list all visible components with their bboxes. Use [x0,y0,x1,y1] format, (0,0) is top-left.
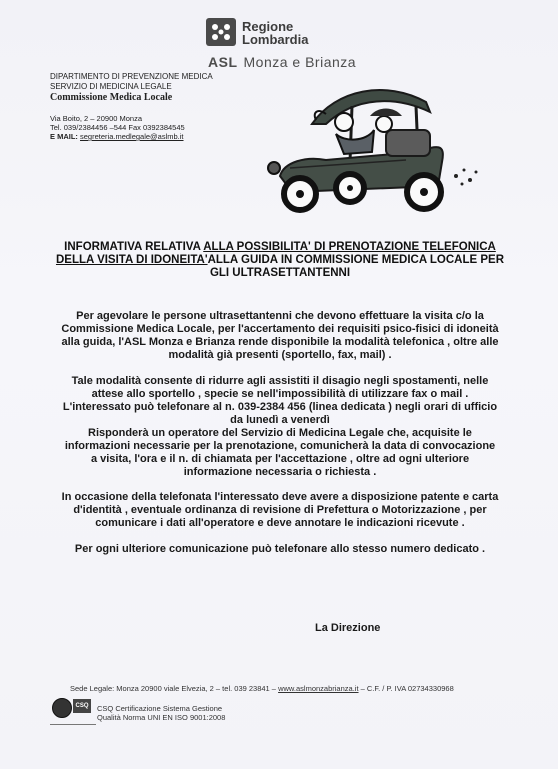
csq-line1: CSQ Certificazione Sistema Gestione [97,704,223,713]
car-drawing-icon [266,84,482,220]
department-block [50,72,213,104]
p2-line: attese allo sportello , specie se nell'impossibilità di utilizzare fax o mail . [91,388,469,400]
title-part5: GLI ULTRASETTANTENNI [209,267,351,279]
p2-line: informazione necessaria o richiesta . [183,466,377,478]
p4-line: Per ogni ulteriore comunicazione può telefonare allo stesso numero dedicato . [74,543,486,555]
p2-line: informazioni necessarie per la prenotazione, comunicherà la data di convocazione [64,440,496,452]
footer-legal [70,684,454,693]
asl-label: ASL [208,54,238,70]
p3-line: comunicare i dati all'operatore e deve annotare le indicazioni ricevute . [95,517,465,529]
p3-line: d'identità , eventuale ordinanza di revisione di Prefettura o Motorizzazione , per [73,504,487,516]
csq-logo-icon: CSQ [73,699,91,713]
address-block [50,114,185,141]
address-street: Via Boito, 2 – 20900 Monza [50,114,143,123]
regione-lombardia-logo-icon [206,18,236,46]
p2-line: da lunedì a venerdì [230,414,330,426]
paragraph-3 [40,491,520,530]
department-commission: Commissione Medica Locale [50,92,173,103]
address-email [50,132,185,141]
title-part2: ALLA POSSIBILITA' DI PRENOTAZIONE TELEFONICA [203,241,496,253]
department-line1: DIPARTIMENTO DI PREVENZIONE MEDICA [50,72,213,81]
p1-line: Per agevolare le persone ultrasettantenni che devono effettuare la visita c/o la [76,310,484,322]
p3-line: In occasione della telefonata l'interessato deve avere a disposizione patente e carta [61,491,499,503]
paragraph-2 [40,375,520,479]
p1-line: Commissione Medica Locale, per l'accertamento dei requisiti psico-fisici di idoneità [61,323,499,335]
footer-website-link[interactable]: www.aslmonzabrianza.it [278,684,359,693]
p2-line: Tale modalità consente di ridurre agli assistiti il disagio negli spostamenti, nelle [71,375,489,387]
csq-line2: Qualità Norma UNI EN ISO 9001:2008 [97,713,226,722]
signature: La Direzione [315,622,381,634]
email-label: E MAIL: [50,132,78,141]
email-link[interactable]: segreteria.medlegale@aslmb.it [80,132,184,141]
department-line2: SERVIZIO DI MEDICINA LEGALE [50,82,172,91]
notice-title [40,241,520,280]
p2-line: Risponderà un operatore del Servizio di Medicina Legale che, acquisite le [88,427,472,439]
logo-lombardia-text: Lombardia [242,32,309,47]
footer-divider [50,724,96,725]
p1-line: modalità già presenti (sportello, fax, mail) . [168,349,392,361]
asl-area: Monza e Brianza [243,54,357,70]
p2-line: a visita, l'ora e il n. di chiamata per l'accettazione , oltre ad ogni ulteriore [90,453,470,465]
certification-seal-icon [52,698,72,718]
footer-sede: Sede Legale: Monza 20900 viale Elvezia, 2 – tel. 039 23841 – [70,684,276,693]
p2-line: L'interessato può telefonare al n. 039-2384 456 (linea dedicata ) negli orari di ufficio [62,401,498,413]
footer-cf: – C.F. / P. IVA 02734330968 [360,684,454,693]
paragraph-1 [40,310,520,362]
address-phone: Tel. 039/2384456 –544 Fax 0392384545 [50,123,185,132]
vintage-car-illustration [266,84,482,220]
logo-regione-text: Regione [242,19,294,34]
asl-heading [208,54,356,70]
title-part1: INFORMATIVA RELATIVA [64,241,204,253]
title-part3: DELLA VISITA DI IDONEITA' [55,254,208,266]
paragraph-4 [40,543,520,556]
p1-line: alla guida, l'ASL Monza e Brianza rende disponibile la modalità telefonica , oltre alle [61,336,499,348]
title-part4: ALLA GUIDA IN COMMISSIONE MEDICA LOCALE PER [207,254,505,266]
